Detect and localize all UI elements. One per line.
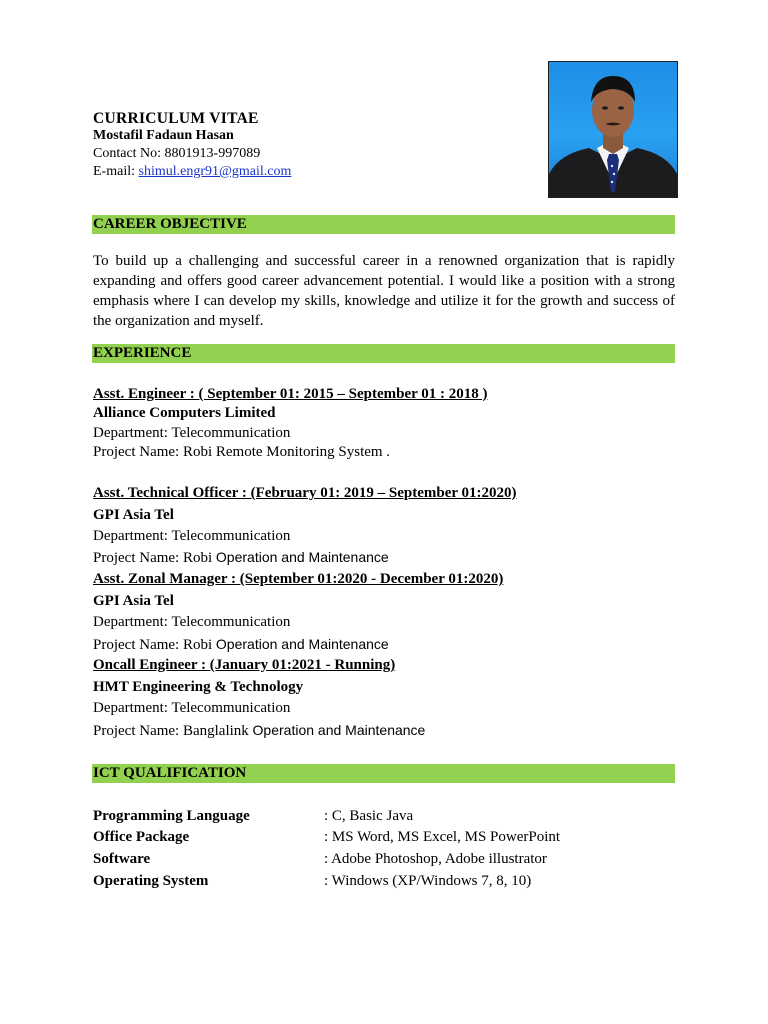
email-link[interactable]: shimul.engr91@gmail.com xyxy=(138,164,292,179)
ict-value: : MS Word, MS Excel, MS PowerPoint xyxy=(324,829,561,845)
job-company: GPI Asia Tel xyxy=(93,593,174,609)
email-line xyxy=(93,164,291,180)
ict-value: : C, Basic Java xyxy=(324,808,414,824)
job-project-suffix: Operation and Maintenance xyxy=(215,549,389,565)
job-project-label: Project Name: Banglalink xyxy=(93,723,253,739)
job-company: GPI Asia Tel xyxy=(93,507,174,523)
career-objective-text: To build up a challenging and successful career in a renowned organization that is rapidly expanding and offers good career advancement potential. I would like a position with a strong emphasis where I can develop my skills, knowledge and utilize it for the growth and success of the organization and myself. xyxy=(93,253,675,329)
job-role: Asst. Engineer : ( September 01: 2015 – September 01 : 2018 ) xyxy=(93,386,488,402)
job-project-label: Project Name: Robi Remote Monitoring System . xyxy=(93,444,391,460)
job-department: Department: Telecommunication xyxy=(93,528,291,544)
job-department: Department: Telecommunication xyxy=(93,614,291,630)
job-project-suffix: Operation and Maintenance xyxy=(215,636,389,652)
ict-label: Software xyxy=(93,851,151,867)
section-career-objective: CAREER OBJECTIVE xyxy=(92,215,675,234)
ict-value: : Adobe Photoshop, Adobe illustrator xyxy=(324,851,547,867)
job-department: Department: Telecommunication xyxy=(93,425,291,441)
ict-label: Operating System xyxy=(93,873,209,889)
job-department: Department: Telecommunication xyxy=(93,700,291,716)
job-project-label: Project Name: Robi xyxy=(93,637,216,653)
contact-label: Contact No: xyxy=(93,146,165,161)
job-company: Alliance Computers Limited xyxy=(93,405,276,421)
job-project xyxy=(93,722,425,740)
ict-value: : Windows (XP/Windows 7, 8, 10) xyxy=(324,873,532,889)
contact-line xyxy=(93,146,260,162)
job-project-suffix: Operation and Maintenance xyxy=(252,722,426,738)
candidate-name: Mostafil Fadaun Hasan xyxy=(93,128,234,143)
job-role: Asst. Technical Officer : (February 01: 2019 – September 01:2020) xyxy=(93,485,517,501)
ict-label: Office Package xyxy=(93,829,190,845)
section-ict-qualification: ICT QUALIFICATION xyxy=(92,764,675,783)
ict-label: Programming Language xyxy=(93,808,250,824)
job-project xyxy=(93,636,389,654)
email-label: E-mail: xyxy=(93,164,139,179)
contact-number: 8801913-997089 xyxy=(164,146,261,161)
job-role: Asst. Zonal Manager : (September 01:2020 - December 01:2020) xyxy=(93,571,504,587)
job-project-label: Project Name: Robi xyxy=(93,550,216,566)
job-project xyxy=(93,444,390,461)
job-company: HMT Engineering & Technology xyxy=(93,679,304,695)
profile-photo xyxy=(548,61,678,198)
section-experience: EXPERIENCE xyxy=(92,344,675,363)
job-project xyxy=(93,549,389,567)
cv-title: CURRICULUM VITAE xyxy=(93,110,259,127)
portrait-icon xyxy=(549,62,677,197)
job-role: Oncall Engineer : (January 01:2021 - Running) xyxy=(93,657,396,673)
